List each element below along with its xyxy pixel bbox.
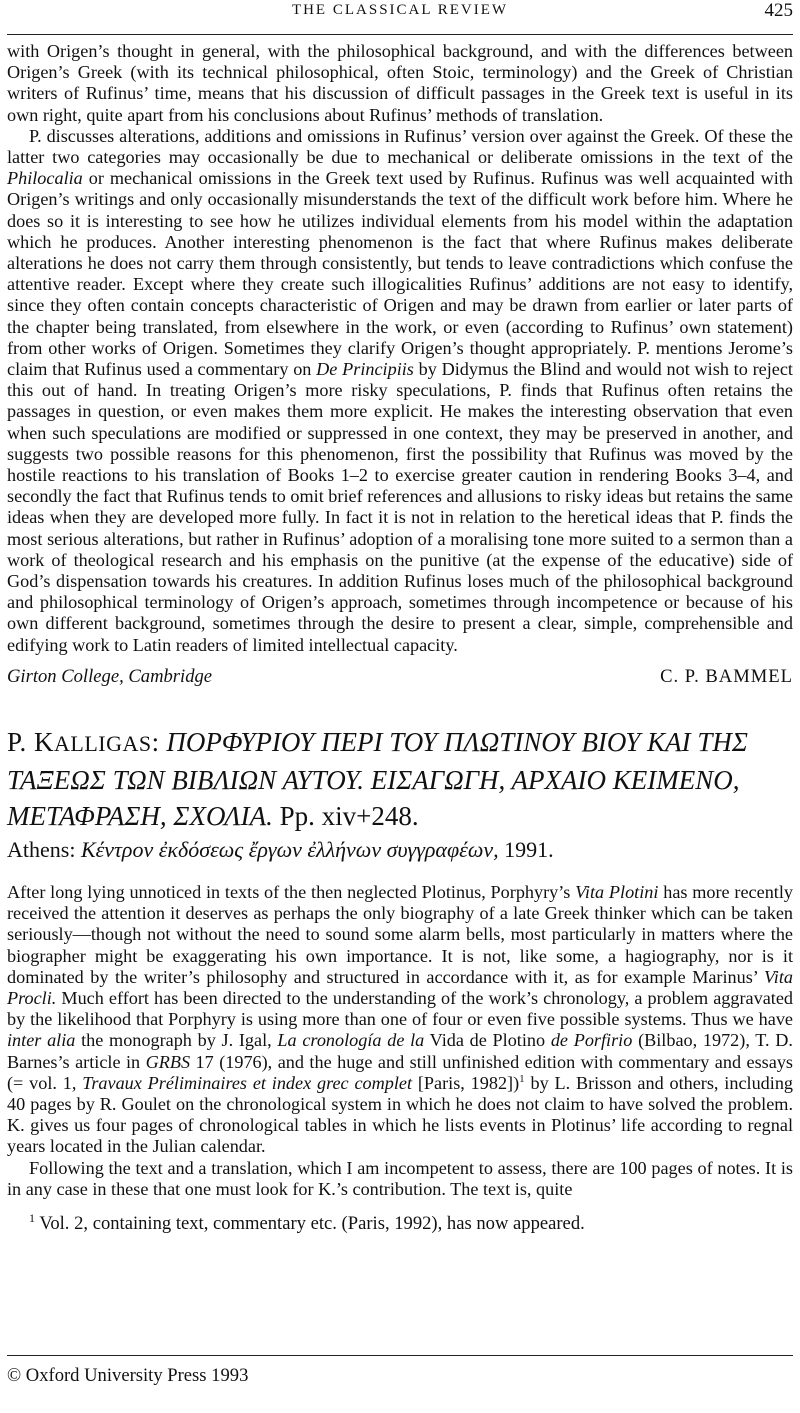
text-run: with Origen’s thought in general, with the philosophical background, and with the differences between Origen’s Greek (with its technical philosophical, often Stoic, terminology) and the Greek of Christian writers of Rufinus’ time, means that his discussion of difficult passages in the Greek text is useful in its own right, quite apart from his conclusions about Rufinus’ methods of translation.: [7, 41, 793, 125]
text-run: Vida de Plotino: [424, 1030, 551, 1051]
text-run: 17 (1976), and the huge and still unfinished edition with commentary and essays (= vol. 1,: [7, 1051, 794, 1093]
italic-text: De Principiis: [316, 359, 414, 380]
publication-year: 1991.: [504, 836, 554, 862]
text-run: P. discusses alterations, additions and omissions in Rufinus’ version over against the Greek. Of these the latter two categories may occasionally be due to mechanical or deliberate omissions in the text of the: [7, 125, 793, 168]
text-run: has more recently received the attention it deserves as perhaps the only biography of a late Greek thinker which can be taken seriously—though not without the need to sound some alarm bells, most particularly in matters where the biographer might be exaggerating his own importance. It is not, like some, a hagiography, nor is it dominated by the writer’s philosophy and structured in accordance with it, as for example Marinus’: [7, 881, 793, 987]
author-surname: ALLIGAS: [54, 730, 152, 756]
footnote: [7, 1210, 793, 1235]
review-2-body: [7, 882, 793, 1200]
publisher: Κέντρον ἐκδόσεως ἔργων ἐλλήνων συγγραφέων,: [80, 836, 499, 862]
text-run: by Didymus the Blind and would not wish to reject this out of hand. In treating Origen’s more risky speculations, P. finds that Rufinus often retains the passages in question, or even makes them more explicit. He makes the interesting observation that even when such speculations are modified or suppressed in one context, they may be preserved in another, and suggests two possible reasons for this phenomenon, first the possibility that Rufinus was moved by the hostile reactions to his translation of Books 1–2 to exercise greater caution in rendering Books 3–4, and secondly the fact that Rufinus tends to omit brief references and allusions to risky ideas but retains the same ideas when they are developed more fully. In fact it is not in relation to the heretical ideas that P. finds the most serious alterations, but rather in Rufinus’ adoption of a moralising tone more suited to a sermon than a work of theological research and his emphasis on the punitive (at the expense of the educative) side of God’s dispensation towards his creatures. In addition Rufinus loses much of the philosophical background and philosophical terminology of Origen’s approach, sometimes through incompetence or because of his own different background, sometimes through the desire to present a clear, simple, comprehensible and edifying work to Latin readers of limited intellectual capacity.: [7, 359, 793, 655]
footnote-text: Vol. 2, containing text, commentary etc. (Paris, 1992), has now appeared.: [39, 1212, 585, 1234]
book-title: ΠΟΡΦΥΡΙΟΥ ΠΕΡΙ ΤΟΥ ΠΛΩΤΙΝΟΥ ΒΙΟΥ ΚΑΙ ΤΗΣ ΤΑΞΕΩΣ ΤΩΝ ΒΙΒΛΙΩΝ ΑΥΤΟΥ. ΕΙΣΑΓΩΓΗ, ΑΡΧΑΙΟ ΚΕΙΜΕΝΟ, ΜΕΤΑΦΡΑΣΗ, ΣΧΟΛΙΑ.: [7, 726, 748, 831]
reviewer-name: C. P. BAMMEL: [660, 665, 793, 687]
text-run: Much effort has been directed to the understanding of the work’s chronology, a problem aggravated by the likelihood that Porphyry is using more than one of four or even five possible systems. Thus we have: [7, 987, 793, 1030]
italic-text: La cronología de la: [277, 1030, 425, 1051]
review-1-paragraph: [7, 126, 793, 656]
italic-text: GRBS: [145, 1051, 191, 1072]
copyright-notice: © Oxford University Press 1993: [7, 1365, 249, 1386]
italic-text: Vita Procli.: [7, 966, 793, 1008]
publication-place: Athens:: [7, 836, 76, 862]
review-2-paragraph: [7, 1158, 793, 1200]
publication-line: [7, 834, 793, 866]
footnote-reference: 1: [519, 1072, 525, 1085]
review-2-heading: [7, 724, 793, 834]
author-initial: P. K: [7, 726, 55, 757]
italic-text: inter alia: [7, 1030, 76, 1051]
text-run: After long lying unnoticed in texts of the then neglected Plotinus, Porphyry’s: [7, 881, 576, 902]
italic-text: Vita Plotini: [575, 881, 659, 902]
italic-text: Philocalia: [7, 168, 83, 189]
italic-text: Travaux Préliminaires et index grec complet: [82, 1072, 413, 1093]
footnote-marker: 1: [29, 1210, 35, 1225]
journal-page: [7, 0, 794, 1386]
italic-text: de Porfirio: [550, 1030, 633, 1051]
review-1-paragraph: [7, 41, 793, 126]
text-run: the monograph by J. Igal,: [75, 1030, 278, 1051]
text-run: or mechanical omissions in the Greek text used by Rufinus. Rufinus was well acquainted with Origen’s writings and only occasionally misunderstands the text of the difficult work before him. Where he does so it is interesting to see how he utilizes individual elements from his model within the adaptation which he produces. Another interesting phenomenon is the fact that where Rufinus makes deliberate alterations he does not carry them through consistently, but tends to leave contradictions which confuse the attentive reader. Except where they create such illogicalities Rufinus’ additions are not easy to identify, since they often contain concepts characteristic of Origen and may be drawn from earlier or later parts of the chapter being translated, from elsewhere in the work, or even (according to Rufinus’ own statement) from other works of Origen. Sometimes they clarify Origen’s thought appropriately. P. mentions Jerome’s claim that Rufinus used a commentary on: [7, 168, 793, 380]
running-head: [7, 0, 793, 35]
reviewer-affiliation: Girton College, Cambridge: [7, 665, 213, 687]
text-run: [Paris, 1982]): [412, 1072, 520, 1093]
text-run: (Bilbao, 1972), T. D. Barnes’s article in: [7, 1030, 793, 1072]
review-2-paragraph: [7, 882, 793, 1158]
footer-rule: [7, 1355, 793, 1356]
book-pages: Pp. xiv+248.: [279, 800, 419, 831]
review-1-body: [7, 41, 793, 656]
text-run: by L. Brisson and others, including 40 pages by R. Goulet on the chronological system in which he does not claim to have solved the problem. K. gives us four pages of chronological tables in which he lists events in Plotinus’ life according to regnal years located in the Julian calendar.: [7, 1072, 794, 1157]
journal-title: THE CLASSICAL REVIEW: [291, 2, 509, 18]
text-run: Following the text and a translation, which I am incompetent to assess, there are 100 pages of notes. It is in any case in these that one must look for K.’s contribution. The text is, quite: [7, 1157, 793, 1199]
book-author: P. KALLIGAS:: [7, 726, 160, 757]
page-number: 425: [764, 0, 793, 21]
review-1-signoff: [7, 666, 793, 696]
